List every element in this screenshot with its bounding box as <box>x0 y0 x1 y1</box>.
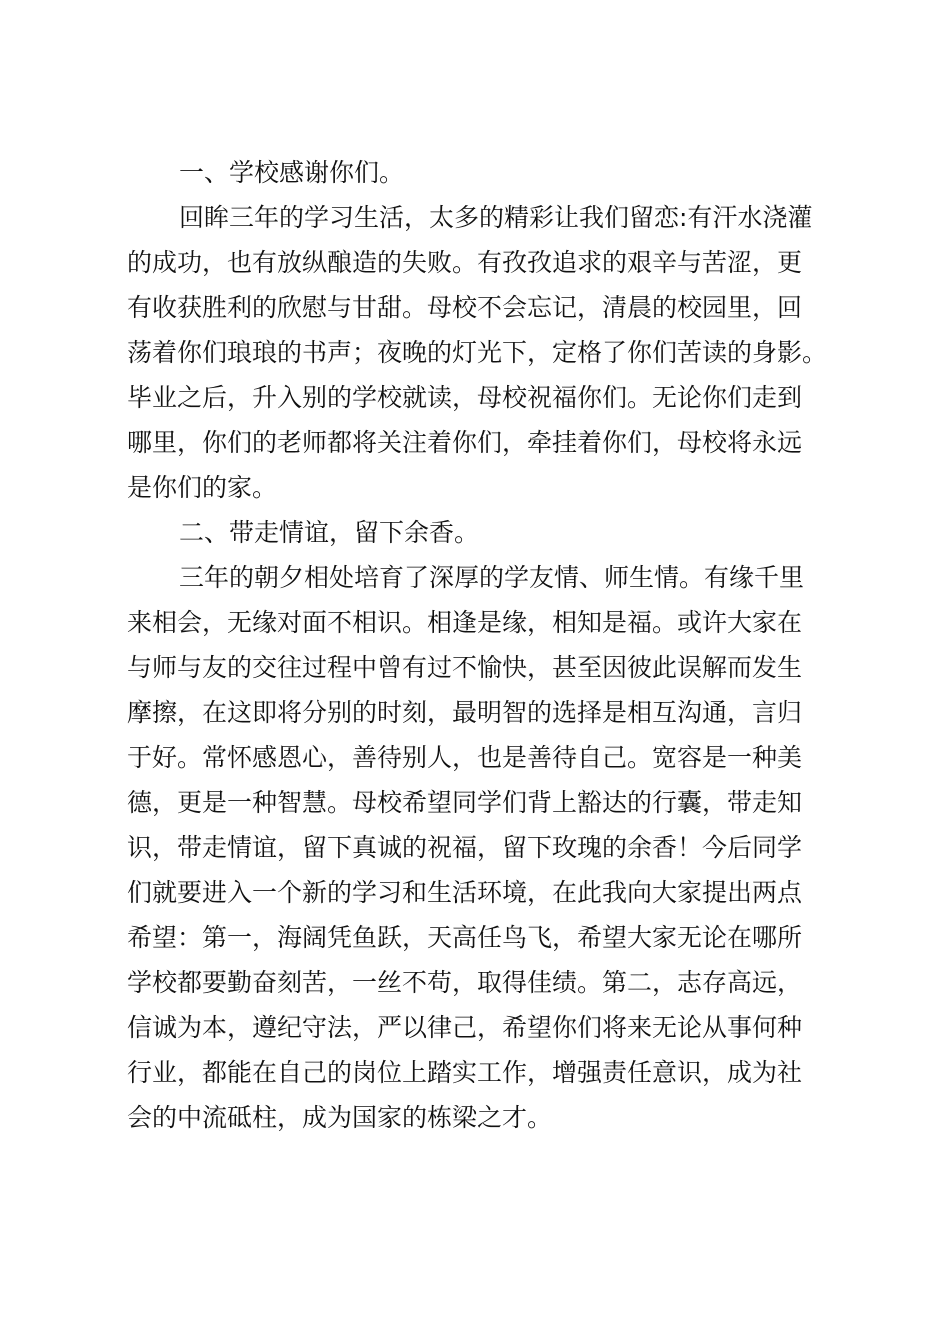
document-body <box>127 148 843 1140</box>
paragraph-line: 希望：第一，海阔凭鱼跃，天高任鸟飞，希望大家无论在哪所 <box>127 923 803 952</box>
paragraph-line: 行业，都能在自己的岗位上踏实工作，增强责任意识，成为社 <box>127 1058 803 1087</box>
paragraph-line: 有收获胜利的欣慰与甘甜。母校不会忘记，清晨的校园里，回 <box>127 293 803 322</box>
paragraph-line: 德，更是一种智慧。母校希望同学们背上豁达的行囊，带走知 <box>127 788 803 817</box>
paragraph-line: 回眸三年的学习生活，太多的精彩让我们留恋:有汗水浇灌 <box>179 203 813 232</box>
section-1-heading: 一、学校感谢你们。 <box>179 158 405 187</box>
paragraph-line: 是你们的家。 <box>127 473 278 502</box>
paragraph-line: 与师与友的交往过程中曾有过不愉快，甚至因彼此误解而发生 <box>127 653 803 682</box>
paragraph-line: 三年的朝夕相处培育了深厚的学友情、师生情。有缘千里 <box>179 563 805 592</box>
paragraph-line: 于好。常怀感恩心，善待别人，也是善待自己。宽容是一种美 <box>127 743 803 772</box>
paragraph-line: 学校都要勤奋刻苦，一丝不苟，取得佳绩。第二，志存高远， <box>127 968 803 997</box>
paragraph-line: 荡着你们琅琅的书声；夜晚的灯光下，定格了你们苦读的身影。 <box>127 338 828 367</box>
paragraph-line: 摩擦，在这即将分别的时刻，最明智的选择是相互沟通，言归 <box>127 698 803 727</box>
paragraph-line: 会的中流砥柱，成为国家的栋梁之才。 <box>127 1103 553 1132</box>
section-2-heading: 二、带走情谊，留下余香。 <box>179 518 480 547</box>
paragraph-line: 的成功，也有放纵酿造的失败。有孜孜追求的艰辛与苦涩，更 <box>127 248 803 277</box>
paragraph-line: 们就要进入一个新的学习和生活环境，在此我向大家提出两点 <box>127 878 803 907</box>
paragraph-line: 识，带走情谊，留下真诚的祝福，留下玫瑰的余香！今后同学 <box>127 833 803 862</box>
paragraph-line: 毕业之后，升入别的学校就读，母校祝福你们。无论你们走到 <box>127 383 803 412</box>
paragraph-line: 哪里，你们的老师都将关注着你们，牵挂着你们，母校将永远 <box>127 428 803 457</box>
paragraph-line: 来相会，无缘对面不相识。相逢是缘，相知是福。或许大家在 <box>127 608 803 637</box>
paragraph-line: 信诚为本，遵纪守法，严以律己，希望你们将来无论从事何种 <box>127 1013 803 1042</box>
